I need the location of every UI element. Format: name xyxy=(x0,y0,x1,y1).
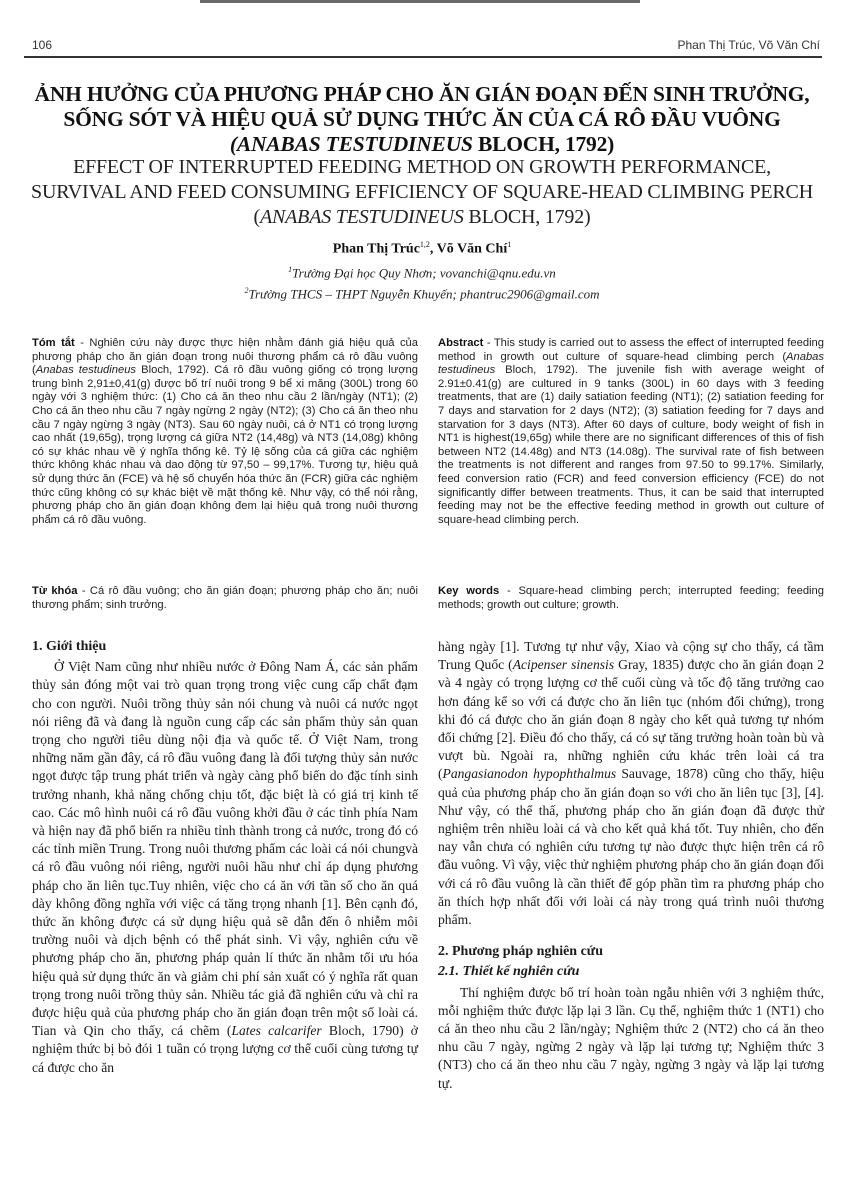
keywords-en-text: - Square-head climbing perch; interrupted feeding; feeding methods; growth out culture; growth. xyxy=(438,585,824,611)
author-2: Võ Văn Chí xyxy=(436,241,508,257)
section-1-text-a: Ở Việt Nam cũng như nhiều nước ở Đông Nam Á, các sản phẩm thủy sản đóng một vai trò quan trọng trong việc cung cấp chất đạm cho con người. Nuôi trồng thủy sản nói chung và nuôi cá nước ngọt nói riêng đã và đang là nguồn cung cấp các sản phẩm thủy sản quan trọng cho người tiêu dùng nội địa và quốc tế. Ở Việt Nam, trong những năm gần đây, cá rô đầu vuông đang là đối tượng thủy sản nước ngọt được tập trung phát triển và ngày càng phổ biến do đặc tính sinh trưởng nhanh, khả năng chống chịu tốt, đặc biệt là có giá trị kinh tế cao. Các mô hình nuôi cá rô đầu vuông khởi đầu ở các tỉnh phía Nam và hiện nay đã phổ biến ra nhiều tỉnh thành trong cả nước, trong đó có các tỉnh miền Trung. Trong nuôi thương phẩm các loài cá nói chungvà cá rô đầu vuông nói riêng, người nuôi hầu như chỉ áp dụng phương pháp cho ăn liên tục.Tuy nhiên, việc cho cá ăn với tần số cho ăn quá dày không đồng nghĩa với việc cá tăng trọng nhanh [1]. Bên cạnh đó, thức ăn không được cá sử dụng hiệu quả sẽ dẫn đến ô nhiễm môi trường nuôi và dịch bệnh có thể phát sinh. Vì vậy, nghiên cứu về phương pháp cho ăn, phương pháp quản lí thức ăn nhằm tối ưu hóa hiệu quả sử dụng thức ăn và giảm chi phí sản xuất có ý nghĩa rất quan trọng trong nuôi trồng thủy sản. Nhiều tác giả đã nghiên cứu và chỉ ra được hiệu quả của phương pháp cho ăn gián đoạn trên một số loài cá. Tian và Qin cho thấy, cá chẽm ( xyxy=(32,659,418,1039)
abstract-vn-text-2: Bloch, 1792). Cá rô đầu vuông giống có trọng lượng trung bình 2,91±0,41(g) được bố trí nuôi trong 9 bể xi măng (300L) trong 60 ngày với 3 nghiệm thức: (1) Cho cá ăn theo nhu cầu 2 lần/ngày (NT1); (2) Cho cá ăn theo nhu cầu 7 ngày ngừng 2 ngày (NT2); (3) Cho cá ăn theo nhu cầu 7 ngày ngừng 3 ngày (NT3). Sau 60 ngày nuôi, cá ở NT1 có trọng lượng cao nhất (19,65g), trọng lượng cá giữa NT2 (14,48g) và NT3 (14,08g) không có sự khác nhau về ý nghĩa thống kê. Tỷ lệ sống của cá giữa các nghiệm thức không khác nhau và dao động từ 97,50 – 99,17%. Tương tự, hiệu quả sử dụng thức ăn (FCE) và hệ số chuyển hóa thức ăn (FCR) giữa các nghiệm thức cũng không có sự khác biệt về mặt thống kê. Như vậy, có thể nói rằng, phương pháp cho ăn gián đoạn không đem lại hiệu quả trong nuôi thương phẩm cá rô đầu vuông. xyxy=(32,364,418,526)
title-vn-line-3 xyxy=(20,132,824,157)
title-en-species: ANABAS TESTUDINEUS xyxy=(260,206,464,228)
section-2-heading: 2. Phương pháp nghiên cứu xyxy=(438,944,603,960)
subsection-2-1-heading: 2.1. Thiết kế nghiên cứu xyxy=(438,964,580,980)
body-column-right xyxy=(438,638,824,1093)
author-2-affil: 1 xyxy=(507,240,512,249)
title-vn-line-2: SỐNG SÓT VÀ HIỆU QUẢ SỬ DỤNG THỨC ĂN CỦA CÁ RÔ ĐẦU VUÔNG xyxy=(63,107,781,131)
abstract-english xyxy=(438,337,824,527)
abstract-vn-species: Anabas testudineus xyxy=(35,364,137,377)
keywords-vn-text: - Cá rô đầu vuông; cho ăn gián đoạn; phương pháp cho ăn; nuôi thương phẩm; sinh trưởng. xyxy=(32,585,419,611)
author-sep: , xyxy=(429,241,437,257)
page-number: 106 xyxy=(32,38,53,52)
abstract-vn-label: Tóm tắt xyxy=(32,337,75,349)
author-1-affil: 1,2 xyxy=(419,240,430,249)
title-english xyxy=(20,155,824,230)
abstract-en-label: Abstract xyxy=(438,337,484,349)
keywords-english xyxy=(438,585,824,612)
title-en-paren: ( xyxy=(253,206,260,228)
abstract-vietnamese xyxy=(32,337,418,527)
section-1-species-pangasianodon: Pangasianodon hypophthalmus xyxy=(442,766,617,782)
title-vn-line-1: ẢNH HƯỞNG CỦA PHƯƠNG PHÁP CHO ĂN GIÁN ĐOẠN ĐẾN SINH TRƯỞNG, xyxy=(34,82,810,106)
section-2-1-paragraph-1: Thí nghiệm được bố trí hoàn toàn ngẫu nhiên với 3 nghiệm thức, mỗi nghiệm thức được lặp lại 3 lần. Cụ thể, nghiệm thức 1 (NT1) cho cá ăn theo nhu cầu 2 lần/ngày; Nghiệm thức 2 (NT2) cho cá ăn theo nhu cầu 7 ngày, ngừng 2 ngày và lặp lại tương tự; Nghiệm thức 3 (NT3) cho cá ăn theo nhu cầu 7 ngày, ngừng 3 ngày và lặp lại tương tự. xyxy=(438,984,824,1091)
keywords-vn-label: Từ khóa xyxy=(32,585,78,597)
title-vn-species: (ANABAS TESTUDINEUS xyxy=(229,132,473,156)
title-en-line-1: EFFECT OF INTERRUPTED FEEDING METHOD ON GROWTH PERFORMANCE, xyxy=(73,156,771,178)
section-1-paragraph-1-cont xyxy=(438,638,824,929)
affiliation-2-text: Trường THCS – THPT Nguyễn Khuyến; phantruc2906@gmail.com xyxy=(248,286,600,302)
section-1-species-acipenser: Acipenser sinensis xyxy=(512,657,615,673)
section-1-cont-text-b: Gray, 1835) được cho ăn gián đoạn 2 và 4 ngày có trọng lượng cơ thể cuối cùng và tốc độ tăng trưởng cao hơn đáng kể so với cá được cho ăn liên tục (nhóm đối chứng), trong khi đó cá được cho ăn gián đoạn 8 ngày cho kết quả tương tự nhóm đối chứng [2]. Điều đó cho thấy, cá có sự tăng trưởng hoàn toàn bù và vượt bù. Ngoài ra, những nghiên cứu khác trên loài cá tra ( xyxy=(438,657,824,782)
keywords-vietnamese xyxy=(32,585,418,612)
body-column-left xyxy=(32,638,418,1077)
running-head-authors: Phan Thị Trúc, Võ Văn Chí xyxy=(677,38,820,52)
keywords-en-label: Key words xyxy=(438,585,500,597)
abstract-en-text-2: Bloch, 1792). The juvenile fish with average weight of 2.91±0.41(g) are cultured in 9 tanks (300L) in 60 days with 3 feeding treatments, that are (1) daily satiation feeding (NT1); (2) satiation feeding for 7 days and starvation for 2 days (NT2); (3) satiation feeding for 7 days and starvation for 3 days (NT3). After 60 days of culture, body weight of fish in NT1 is highest(19,65g) while there are no significant differences of this of fish between NT2 (14.48g) and NT3 (14.08g). The survival rate of fish between the treatments is not different and ranges from 97.50 to 99.17%. Similarly, feed conversion ratio (FCR) and feed conversion efficiency (FCE) do not significantly differ between treatments. Thus, it can be said that interrupted feeding may not be the effective feeding method in growth out culture of square-head climbing perch. xyxy=(438,364,824,526)
author-1: Phan Thị Trúc xyxy=(332,241,420,257)
affiliation-2 xyxy=(0,286,844,302)
section-gap xyxy=(438,929,824,943)
running-head xyxy=(32,38,820,54)
abstract-vn-text-1: - Nghiên cứu này được thực hiện nhằm đánh giá hiệu quả của phương pháp cho ăn gián đoạn trong nuôi thương phẩm cá rô đầu vuông ( xyxy=(32,337,418,377)
author-list xyxy=(0,240,844,258)
section-1-species-lates: Lates calcarifer xyxy=(231,1023,322,1039)
affiliation-1-text: Trường Đại học Quy Nhơn; vovanchi@qnu.edu.vn xyxy=(292,265,556,281)
title-en-line-3 xyxy=(20,205,824,230)
scan-edge-bar xyxy=(200,0,640,3)
abstract-en-species: Anabas testudineus xyxy=(438,350,824,377)
title-vn-species-rest: BLOCH, 1792) xyxy=(472,132,615,156)
title-vietnamese xyxy=(20,82,824,157)
title-en-species-rest: BLOCH, 1792) xyxy=(463,206,591,228)
section-1-heading: 1. Giới thiệu xyxy=(32,639,107,654)
affiliation-1-marker: 1 xyxy=(288,265,293,274)
affiliation-2-marker: 2 xyxy=(244,286,249,295)
section-1-text-b: Bloch, 1790) ở nghiệm thức bị bỏ đói 1 tuần có trọng lượng cơ thể cuối cùng tương tự cá được cho ăn xyxy=(32,1023,418,1075)
affiliation-1 xyxy=(0,265,844,281)
section-1-cont-text-c: Sauvage, 1878) cũng cho thấy, hiệu quả của phương pháp cho ăn gián đoạn so với cho ăn liên tục [3], [4]. Như vậy, có thể thấ, phương pháp cho ăn gián đoạn đã được thử nghiệm trên nhiều loài cá và cho kết quả khá tốt. Tuy nhiên, cho đến nay vẫn chưa có nghiên cứu tương tự nào được thực hiện trên cá rô đầu vuông. Vì vậy, việc thử nghiệm phương pháp cho ăn gián đoạn đối với cá rô đầu vuông là cần thiết để góp phần tìm ra phương pháp cho ăn thích hợp nhất đối với loài cá này trong quá trình nuôi thương phẩm. xyxy=(438,766,824,928)
section-1-paragraph-1 xyxy=(32,658,418,1077)
header-rule xyxy=(24,56,822,58)
abstract-en-text-1: - This study is carried out to assess the effect of interrupted feeding method in growth out culture of square-head climbing perch ( xyxy=(438,337,824,363)
section-1-cont-text-a: hàng ngày [1]. Tương tự như vậy, Xiao và cộng sự cho thấy, cá tầm Trung Quốc ( xyxy=(438,639,824,673)
title-en-line-2: SURVIVAL AND FEED CONSUMING EFFICIENCY OF SQUARE-HEAD CLIMBING PERCH xyxy=(31,181,813,203)
